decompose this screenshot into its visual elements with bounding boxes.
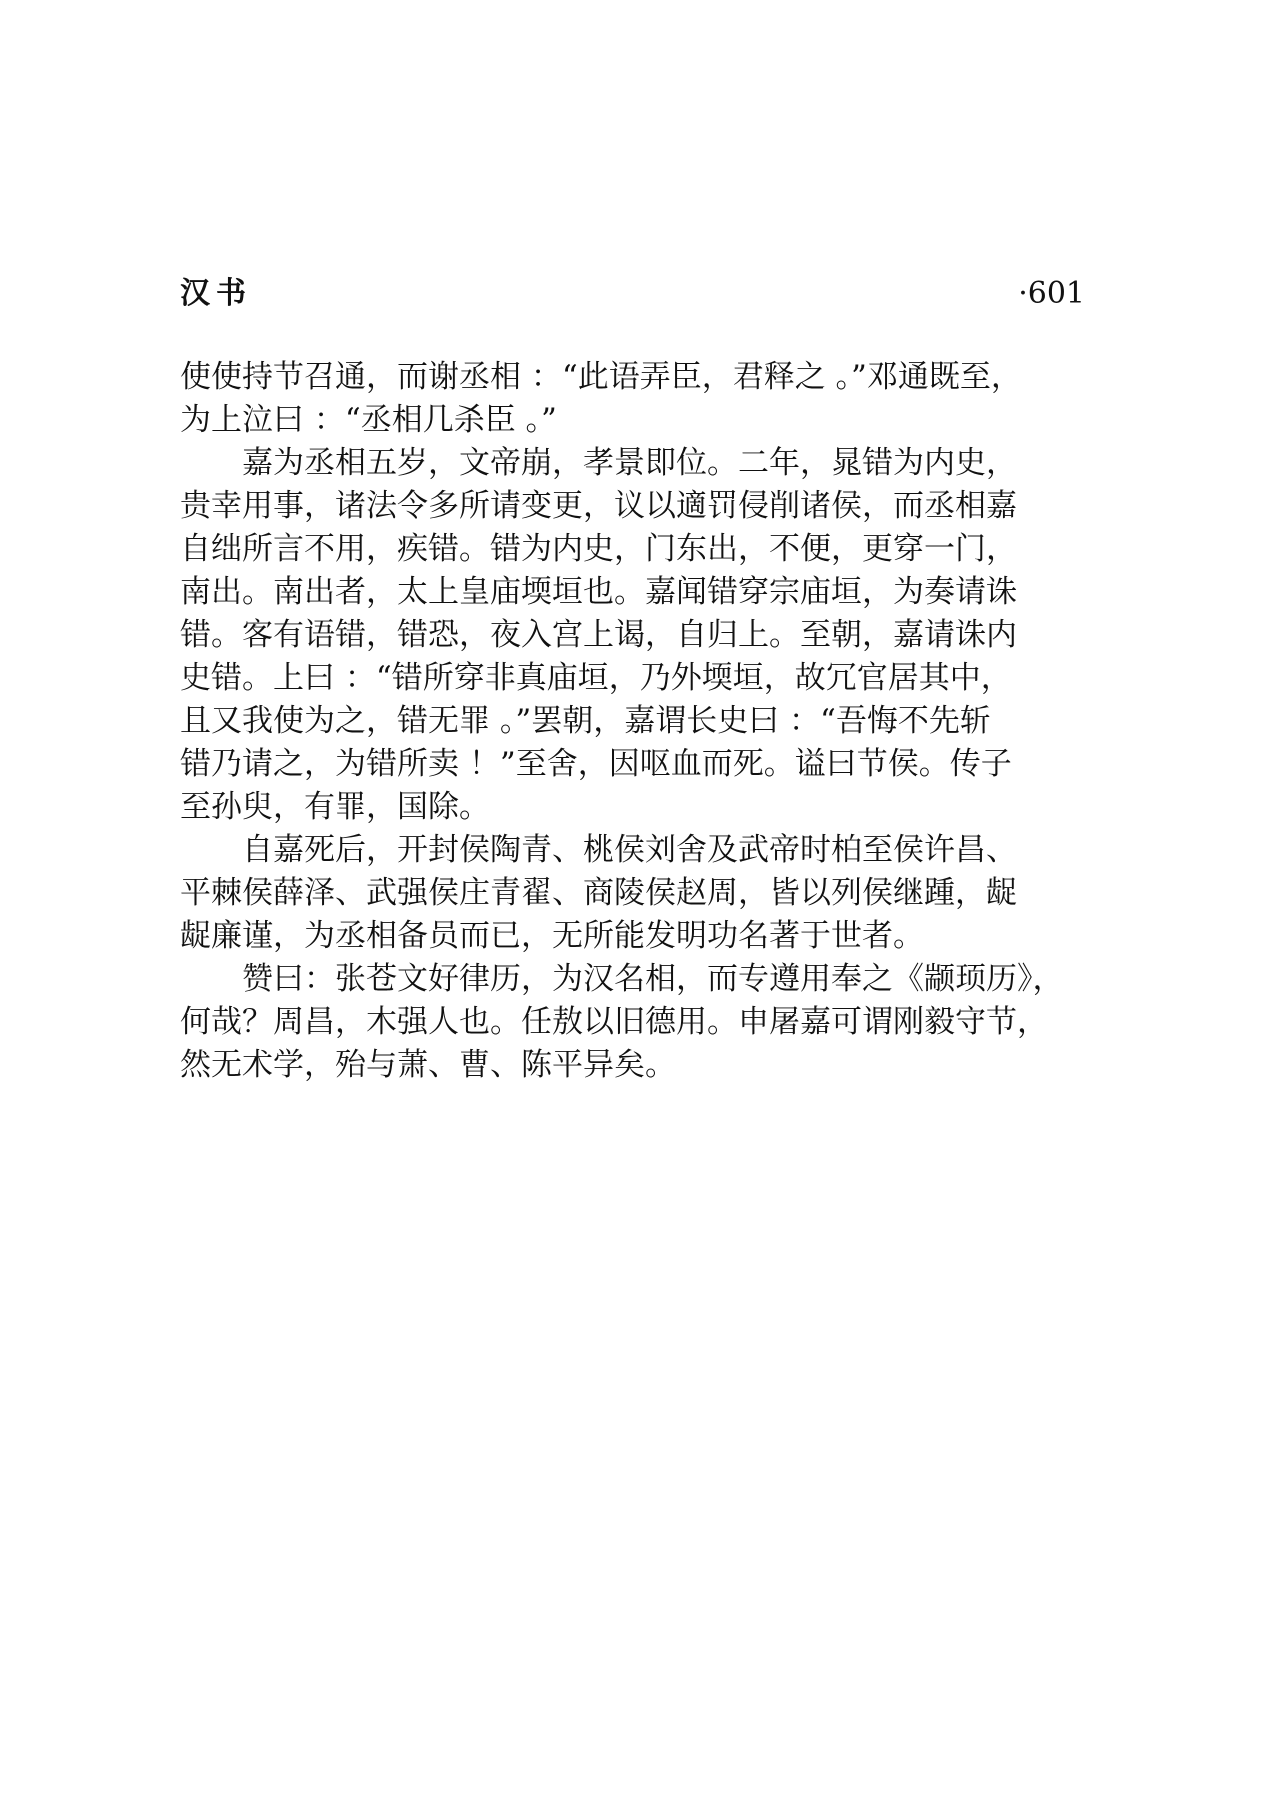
- text-line: 龊廉谨，为丞相备员而已，无所能发明功名著于世者。: [180, 918, 924, 954]
- text-line: 错乃请之，为错所卖 ！”至舍，因呕血而死。谥曰节侯。传子: [180, 746, 1012, 782]
- text-line: 为上泣曰 ：“丞相几杀臣 。”: [180, 402, 557, 438]
- text-line: 平棘侯薛泽、武强侯庄青翟、商陵侯赵周，皆以列侯继踵，龊: [180, 875, 1017, 911]
- text-line: 至孙臾，有罪，国除。: [180, 789, 490, 825]
- page-number: ·601: [1018, 276, 1085, 311]
- page-header: [180, 272, 1085, 316]
- text-line: 使使持节召通，而谢丞相 ：“此语弄臣，君释之 。”邓通既至，: [180, 359, 1022, 395]
- body-text: [180, 356, 1090, 1087]
- text-line: 错。客有语错，错恐，夜入宫上谒，自归上。至朝，嘉请诛内: [180, 617, 1017, 653]
- text-line: 贵幸用事，诸法令多所请变更，议以適罚侵削诸侯，而丞相嘉: [180, 488, 1017, 524]
- book-title: 汉书: [180, 276, 252, 311]
- text-line: 自嘉死后，开封侯陶青、桃侯刘舍及武帝时柏至侯许昌、: [180, 832, 1017, 868]
- text-line: 赞曰：张苍文好律历，为汉名相，而专遵用奉之《颛顼历》，: [180, 961, 1064, 997]
- text-line: 南出。南出者，太上皇庙堧垣也。嘉闻错穿宗庙垣，为奏请诛: [180, 574, 1017, 610]
- text-line: 自绌所言不用，疾错。错为内史，门东出，不便，更穿一门，: [180, 531, 1017, 567]
- text-line: 然无术学，殆与萧、曹、陈平异矣。: [180, 1047, 676, 1083]
- text-line: 史错。上曰 ：“错所穿非真庙垣，乃外堧垣，故冗官居其中，: [180, 660, 1012, 696]
- text-line: 且又我使为之，错无罪 。”罢朝，嘉谓长史曰 ：“吾悔不先斩: [180, 703, 991, 739]
- text-line: 嘉为丞相五岁，文帝崩，孝景即位。二年，晁错为内史，: [180, 445, 1017, 481]
- text-line: 何哉？周昌，木强人也。任敖以旧德用。申屠嘉可谓刚毅守节，: [180, 1004, 1048, 1040]
